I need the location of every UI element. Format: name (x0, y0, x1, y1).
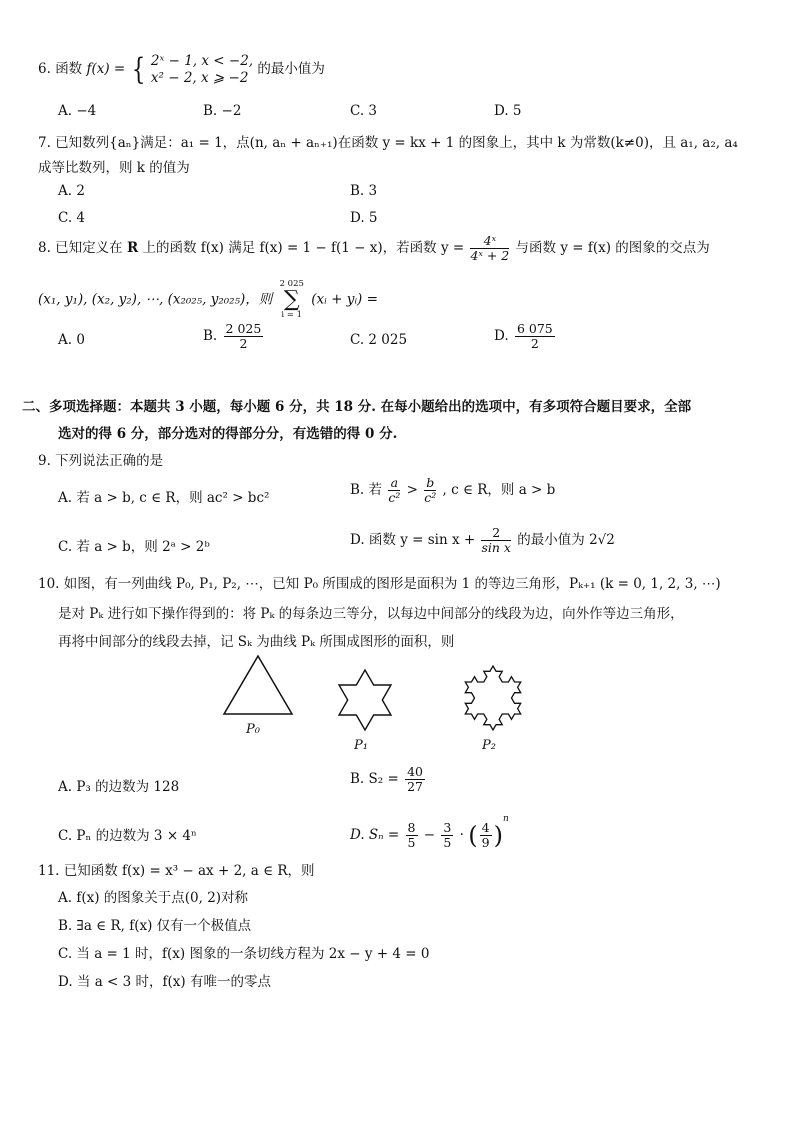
q6-case-2: x² − 2, x ⩾ −2 (150, 69, 249, 86)
q10-option-b-text: B. S₂ = (350, 771, 399, 787)
q9-option-b-frac-1 (388, 476, 400, 505)
q10-option-d-frac-2 (441, 821, 453, 850)
q8-option-d-frac (515, 322, 555, 351)
q8-sum-symbol: ∑ (283, 287, 300, 312)
q10-option-b-den: 27 (407, 779, 423, 794)
q6-option-b: B. −2 (203, 103, 242, 119)
q6-text-before: 函数 (55, 61, 83, 77)
q10-option-d-den-1: 5 (407, 835, 416, 850)
q10-option-d-minus: − (423, 827, 436, 843)
q9-option-d-den: sin x (481, 540, 511, 555)
q8-frac-num: 4ˣ (470, 234, 509, 249)
q9-option-b-num-2: b (426, 475, 435, 490)
q9-option-d-text-b: 的最小值为 2√2 (517, 532, 615, 548)
q8-summation (280, 280, 304, 320)
q11-option-b: B. ∃a ∈ R, f(x) 仅有一个极值点 (58, 918, 252, 934)
q9-stem: 9. 下列说法正确的是 (38, 453, 164, 469)
figure-p2-label: P₂ (482, 738, 496, 753)
q9-option-b-text-b: , c ∈ R，则 a > b (442, 482, 556, 498)
q8-sum-expr: (xᵢ + yᵢ) = (311, 291, 378, 308)
section-2-header-line-1: 二、多项选择题：本题共 3 小题，每小题 6 分，共 18 分. 在每小题给出的选项中，有多项符合题目要求，全部 (22, 399, 692, 415)
figure-p1-star (320, 650, 410, 740)
q8-points: (x₁, y₁), (x₂, y₂), ⋯, (x₂₀₂₅, y₂₀₂₅)，则 (38, 291, 273, 308)
section-2-header-line-2: 选对的得 6 分，部分选对的得部分分，有选错的得 0 分. (58, 426, 398, 442)
q6-fx: f(x) = (86, 61, 126, 77)
q9-option-a: A. 若 a > b, c ∈ R，则 ac² > bc² (58, 490, 270, 506)
q6-cases (151, 53, 253, 87)
q10-option-d (350, 814, 509, 850)
q7-option-d: D. 5 (350, 210, 378, 226)
figure-p2-snowflake (448, 650, 538, 740)
q9-option-b-num-1: a (388, 476, 400, 491)
figure-p0-label: P₀ (246, 722, 260, 737)
q10-option-d-frac-3 (480, 821, 492, 850)
q10-option-d-text: D. Sₙ = (350, 827, 400, 843)
q8-fraction (470, 234, 509, 263)
q11-option-d: D. 当 a < 3 时，f(x) 有唯一的零点 (58, 974, 271, 990)
q9-option-c: C. 若 a > b，则 2ᵃ > 2ᵇ (58, 539, 210, 555)
q8-line-2 (38, 280, 378, 320)
q8-option-b-num: 2 025 (225, 321, 262, 336)
q6-brace: { (131, 52, 145, 87)
q9-option-d-frac (481, 526, 511, 555)
q8-frac-den: 4ˣ + 2 (470, 248, 510, 263)
q6-option-d: D. 5 (494, 103, 522, 119)
q8-line-1 (38, 234, 710, 263)
q10-option-b-frac (405, 765, 425, 794)
q11-stem: 11. 已知函数 f(x) = x³ − ax + 2, a ∈ R，则 (38, 863, 315, 879)
q10-option-d-num-3: 4 (481, 820, 490, 835)
q10-line-1: 10. 如图，有一列曲线 P₀, P₁, P₂, ⋯，已知 P₀ 所围成的图形是面积为 1 的等边三角形，Pₖ₊₁ (k = 0, 1, 2, 3, ⋯) (38, 576, 721, 592)
q8-option-b-den: 2 (239, 336, 248, 351)
q8-option-d (494, 322, 557, 351)
q10-option-a: A. P₃ 的边数为 128 (58, 779, 180, 795)
q8-option-c: C. 2 025 (350, 332, 408, 348)
q9-option-b-text-a: B. 若 (350, 482, 383, 498)
q10-option-d-num-2: 3 (443, 820, 452, 835)
q10-line-2: 是对 Pₖ 进行如下操作得到的：将 Pₖ 的每条边三等分，以每边中间部分的线段为边，向外作等边三角形， (58, 606, 684, 622)
q8-option-a: A. 0 (58, 332, 85, 348)
q10-option-d-frac-1 (406, 821, 418, 850)
q8-option-d-label: D. (494, 328, 509, 344)
q9-option-b-den-2: c² (424, 490, 437, 505)
q10-option-d-dot: · (459, 827, 464, 843)
q6-case-1: 2ˣ − 1, x < −2, (150, 52, 254, 69)
question-6 (38, 52, 325, 87)
q7-option-c: C. 4 (58, 210, 86, 226)
q6-text-after: 的最小值为 (257, 61, 325, 77)
q10-option-c: C. Pₙ 的边数为 3 × 4ⁿ (58, 828, 197, 844)
q10-option-b (350, 765, 427, 794)
q9-option-b-gt: > (406, 482, 418, 498)
q10-option-d-den-3: 9 (481, 835, 490, 850)
q10-option-d-num-1: 8 (407, 820, 416, 835)
q9-option-b-frac-2 (424, 476, 436, 505)
figure-p1-label: P₁ (354, 738, 368, 753)
q8-real-set: R (126, 240, 139, 256)
q7-option-a: A. 2 (58, 183, 85, 199)
q9-option-b (350, 476, 555, 505)
q10-option-d-rparen: ) (493, 821, 503, 850)
q11-option-c: C. 当 a = 1 时，f(x) 图象的一条切线方程为 2x − y + 4 = 0 (58, 946, 430, 962)
q9-option-d-num: 2 (481, 526, 511, 541)
q7-line-1: 7. 已知数列{aₙ}满足：a₁ = 1，点(n, aₙ + aₙ₊₁)在函数 y = kx + 1 的图象上，其中 k 为常数(k≠0)，且 a₁, a₂, a₄ (38, 135, 738, 151)
q10-option-b-num: 40 (407, 764, 423, 779)
q10-line-3: 再将中间部分的线段去掉，记 Sₖ 为曲线 Pₖ 所围成图形的面积，则 (58, 634, 455, 650)
q9-option-d (350, 526, 615, 555)
q8-option-d-num: 6 075 (516, 321, 553, 336)
q8-option-b-frac (224, 322, 264, 351)
q8-option-b-label: B. (203, 328, 218, 344)
q7-option-b: B. 3 (350, 183, 378, 199)
figure-p0-triangle (222, 652, 294, 716)
q8-option-b (203, 322, 265, 351)
q8-text-c: 与函数 y = f(x) 的图象的交点为 (515, 240, 710, 256)
q6-option-a: A. −4 (58, 103, 97, 119)
q6-number: 6. (38, 61, 51, 77)
q8-option-d-den: 2 (530, 336, 539, 351)
q8-sum-upper: 2 025 (279, 279, 304, 289)
q8-text-a: 8. 已知定义在 (38, 240, 123, 256)
q8-text-b: 上的函数 f(x) 满足 f(x) = 1 − f(1 − x)，若函数 y = (142, 240, 465, 256)
q9-option-d-text-a: D. 函数 y = sin x + (350, 532, 476, 548)
q10-option-d-den-2: 5 (443, 835, 452, 850)
q8-sum-lower: i = 1 (281, 310, 303, 320)
q10-option-d-exponent: n (502, 814, 509, 824)
q6-option-c: C. 3 (350, 103, 378, 119)
q10-option-d-lparen: ( (468, 821, 478, 850)
q9-option-b-den-1: c² (388, 490, 401, 505)
q11-option-a: A. f(x) 的图象关于点(0, 2)对称 (58, 890, 249, 906)
q7-line-2: 成等比数列，则 k 的值为 (38, 160, 190, 176)
